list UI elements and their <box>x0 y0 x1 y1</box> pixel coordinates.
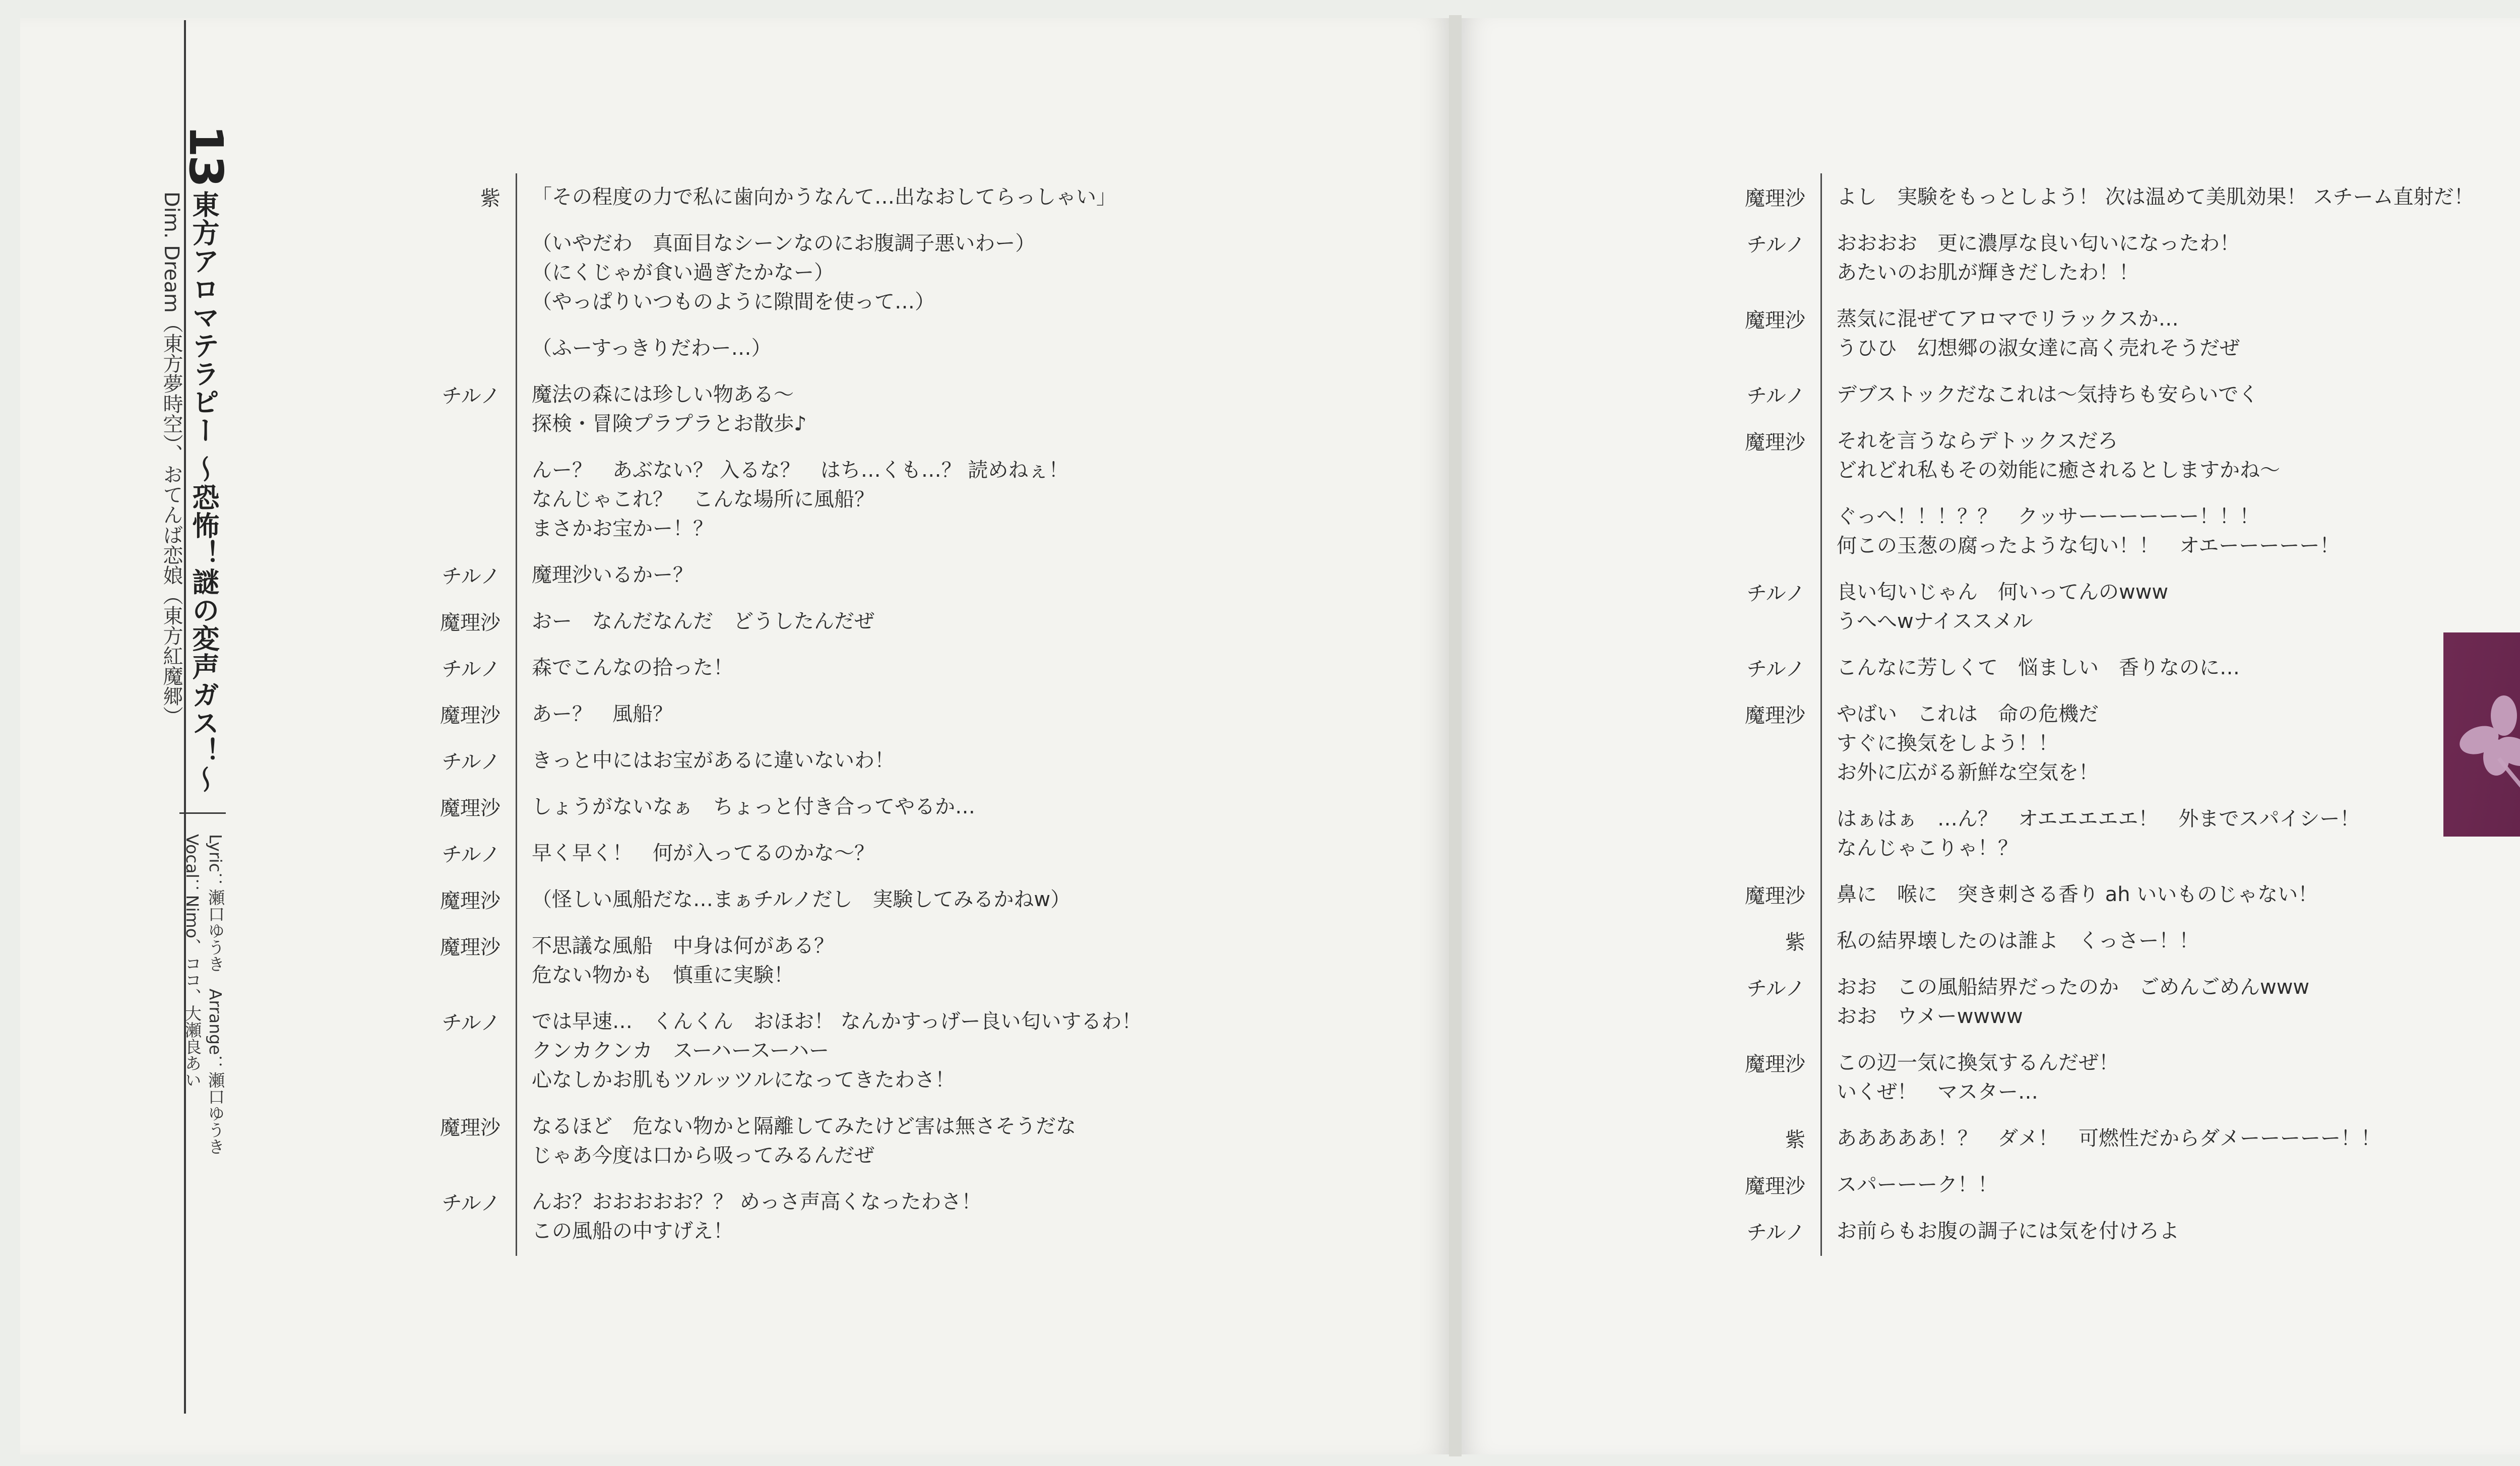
speaker-name: 魔理沙 <box>1745 704 1805 727</box>
credit-vocal: Vocal：Nimo、ココ、大瀬良あい <box>182 834 202 1088</box>
lyric-block <box>532 792 975 821</box>
lyric-block <box>1837 804 2360 863</box>
lyric-line: おお ウメーwwww <box>1837 1005 2023 1028</box>
speaker-name: 魔理沙 <box>1745 309 1805 332</box>
lyric-line: （にくじゃが食い過ぎたかなー） <box>532 261 834 284</box>
lyric-line: デブストックだなこれは～気持ちも安らいでく <box>1837 383 2259 406</box>
lyric-block <box>1837 229 2240 287</box>
lyric-line: 鼻に 喉に 突き刺さる香り ah いいものじゃない！ <box>1837 883 2318 906</box>
lyric-block <box>1837 973 2309 1031</box>
speaker-name: チルノ <box>1746 385 1805 408</box>
lyric-block <box>532 839 874 868</box>
lyric-line: こんなに芳しくて 悩ましい 香りなのに… <box>1837 656 2240 679</box>
speaker-name: 魔理沙 <box>1745 187 1805 210</box>
speaker-name: 魔理沙 <box>440 889 500 913</box>
lyric-line: （怪しい風船だな…まぁチルノだし 実験してみるかねw） <box>532 888 1071 911</box>
lyric-line: 良い匂いじゃん 何いってんのwww <box>1837 581 2169 604</box>
lyric-block <box>532 182 1116 212</box>
speaker-name: 紫 <box>1785 1128 1805 1152</box>
lyric-line: はぁはぁ …ん？ オエエエエエ！ 外までスパイシー！ <box>1837 807 2360 831</box>
lyric-block <box>532 607 874 636</box>
lyric-block <box>1837 699 2099 787</box>
lyric-line: しょうがないなぁ ちょっと付き合ってやるか… <box>532 795 975 818</box>
speaker-divider <box>1820 173 1822 1256</box>
speaker-name: 魔理沙 <box>440 1116 500 1139</box>
lyric-line: まさかお宝かー！？ <box>532 517 713 540</box>
lyric-line: （やっぱりいつものように隙間を使って…） <box>532 290 935 313</box>
lyric-line: ぐっへ！！！？？ クッサーーーーーー！！！ <box>1837 505 2260 528</box>
lyric-line: 魔法の森には珍しい物ある～ <box>532 383 794 406</box>
speaker-divider <box>516 173 517 1256</box>
lyric-block <box>532 334 772 363</box>
lyric-block <box>532 1187 981 1246</box>
lyric-line: 私の結界壊したのは誰よ くっさー！！ <box>1837 929 2199 952</box>
lyric-line: （ふーすっきりだわー…） <box>532 337 772 360</box>
lyric-line: きっと中にはお宝があるに違いないわ！ <box>532 749 895 772</box>
lyric-line: 探検・冒険プラプラとお散歩♪ <box>532 412 807 435</box>
lyric-line: 心なしかお肌もツルッツルになってきたわさ！ <box>532 1068 955 1092</box>
speaker-name: チルノ <box>442 658 500 681</box>
lyric-line: クンカクンカ スーハースーハー <box>532 1039 829 1062</box>
lyric-block <box>532 456 1068 543</box>
lyric-line: 魔理沙いるかー？ <box>532 563 693 587</box>
lyric-line: 「その程度の力で私に歯向かうなんて…出なおしてらっしゃい」 <box>532 185 1116 209</box>
speaker-name: 魔理沙 <box>1745 884 1805 908</box>
lyric-block <box>532 931 834 990</box>
lyric-block <box>1837 926 2199 955</box>
lyric-line: うへへwナイススメル <box>1837 610 2033 633</box>
lyric-line: なんじゃこりゃ！？ <box>1837 837 2018 860</box>
lyric-line: あー？ 風船？ <box>532 703 673 726</box>
speaker-name: チルノ <box>442 1011 500 1035</box>
speaker-name: チルノ <box>1746 233 1805 257</box>
lyric-line: 何この玉葱の腐ったような匂い！！ オエーーーーー！ <box>1837 534 2340 557</box>
lyric-block <box>1837 1124 2381 1153</box>
lyric-line: んー？ あぶない？ 入るな？ はち…くも…？ 読めねぇ！ <box>532 459 1069 482</box>
speaker-name: チルノ <box>442 565 500 588</box>
speaker-name: チルノ <box>1746 582 1805 605</box>
lyric-block <box>532 885 1070 914</box>
lyric-line: この辺一気に換気するんだぜ！ <box>1837 1051 2119 1074</box>
lyric-line: 蒸気に混ぜてアロマでリラックスか… <box>1837 307 2179 331</box>
speaker-name: 紫 <box>480 187 500 210</box>
lyric-line: （いやだわ 真面目なシーンなのにお腹調子悪いわー） <box>532 232 1036 255</box>
lyric-block <box>532 1112 1076 1170</box>
track-source: Dim. Dream（東方夢時空）、おてんば恋娘（東方紅魔郷） <box>160 192 183 726</box>
lyric-block <box>532 653 733 682</box>
book-gutter <box>1449 15 1462 1456</box>
lyric-line: それを言うならデトックスだろ <box>1837 429 2118 453</box>
lyric-line: やばい これは 命の危機だ <box>1837 703 2099 726</box>
lyric-block <box>1837 1170 1998 1199</box>
lyric-line: お外に広がる新鮮な空気を！ <box>1837 761 2099 784</box>
speaker-name: チルノ <box>442 843 500 866</box>
speaker-name: 魔理沙 <box>1745 1053 1805 1076</box>
lyric-line: あたいのお肌が輝きだしたわ！！ <box>1837 261 2139 284</box>
track-number: 13 <box>179 125 233 186</box>
lyric-block <box>1837 304 2240 363</box>
clover-photo <box>2443 632 2520 837</box>
lyric-line: 森でこんなの拾った！ <box>532 656 733 679</box>
speaker-name: チルノ <box>442 385 500 408</box>
speaker-name: 紫 <box>1785 931 1805 954</box>
lyric-block <box>532 560 693 590</box>
lyric-line: なるほど 危ない物かと隔離してみたけど害は無さそうだな <box>532 1115 1076 1138</box>
lyric-line: よし 実験をもっとしよう！ 次は温めて美肌効果！ スチーム直射だ！ <box>1837 185 2474 209</box>
lyric-block <box>1837 653 2240 682</box>
lyric-line: あああああ！？ ダメ！ 可燃性だからダメーーーーー！！ <box>1837 1127 2381 1150</box>
lyric-line: じゃあ今度は口から吸ってみるんだぜ <box>532 1144 874 1167</box>
speaker-name: チルノ <box>1746 977 1805 1000</box>
lyric-line: いくぜ！ マスター… <box>1837 1080 2038 1104</box>
speaker-name: 魔理沙 <box>1745 1175 1805 1198</box>
lyric-block <box>1837 380 2258 409</box>
speaker-name: 魔理沙 <box>440 611 500 634</box>
lyric-line: 不思議な風船 中身は何がある？ <box>532 934 834 958</box>
lyric-block <box>1837 578 2168 636</box>
lyric-line: うひひ 幻想郷の淑女達に高く売れそうだぜ <box>1837 337 2240 360</box>
lyric-line: どれどれ私もその効能に癒されるとしますかね～ <box>1837 459 2280 482</box>
lyric-line: お前らもお腹の調子には気を付けろよ <box>1837 1220 2179 1243</box>
lyric-line: すぐに換気をしよう！！ <box>1837 732 2058 755</box>
lyric-line: スパーーーク！！ <box>1837 1173 1998 1196</box>
speaker-name: 魔理沙 <box>440 797 500 820</box>
credit-rule <box>179 812 226 814</box>
lyric-block <box>532 380 807 438</box>
lyric-line: 早く早く！ 何が入ってるのかな～？ <box>532 842 874 865</box>
lyric-line: おおおお 更に濃厚な良い匂いになったわ！ <box>1837 232 2240 255</box>
lyric-line: なんじゃこれ？ こんな場所に風船？ <box>532 488 874 511</box>
lyric-line: おお この風船結界だったのか ごめんごめんwww <box>1837 976 2310 999</box>
lyric-line: おー なんだなんだ どうしたんだぜ <box>532 610 874 633</box>
lyric-block <box>532 699 673 729</box>
lyric-line: この風船の中すげえ！ <box>532 1220 733 1243</box>
lyric-block <box>532 1007 1142 1095</box>
lyric-block <box>532 746 895 775</box>
lyric-block <box>1837 182 2474 212</box>
credit-lyric: Lyric：瀬口ゆうき Arrange：瀬口ゆうき <box>206 834 225 1155</box>
speaker-name: チルノ <box>442 750 500 774</box>
track-title: 東方アロマテラピー ～恐怖！謎の変声ガス！～ <box>188 190 220 794</box>
speaker-name: チルノ <box>442 1192 500 1215</box>
speaker-name: 魔理沙 <box>1745 431 1805 454</box>
lyric-line: んお？おおおおお？？ めっさ声高くなったわさ！ <box>532 1190 982 1214</box>
lyric-block <box>1837 502 2340 560</box>
lyric-block <box>1837 880 2318 909</box>
speaker-name: 魔理沙 <box>440 704 500 727</box>
lyric-line: 危ない物かも 慎重に実験！ <box>532 964 794 987</box>
speaker-name: チルノ <box>1746 1221 1805 1244</box>
lyric-block <box>1837 426 2280 485</box>
speaker-name: 魔理沙 <box>440 936 500 959</box>
lyric-block <box>1837 1217 2179 1246</box>
speaker-name: チルノ <box>1746 658 1805 681</box>
lyric-block <box>1837 1048 2119 1107</box>
lyric-block <box>532 229 1035 316</box>
lyric-line: では早速… くんくん おほお！ なんかすっげー良い匂いするわ！ <box>532 1010 1142 1033</box>
clover-icon <box>2443 632 2520 837</box>
